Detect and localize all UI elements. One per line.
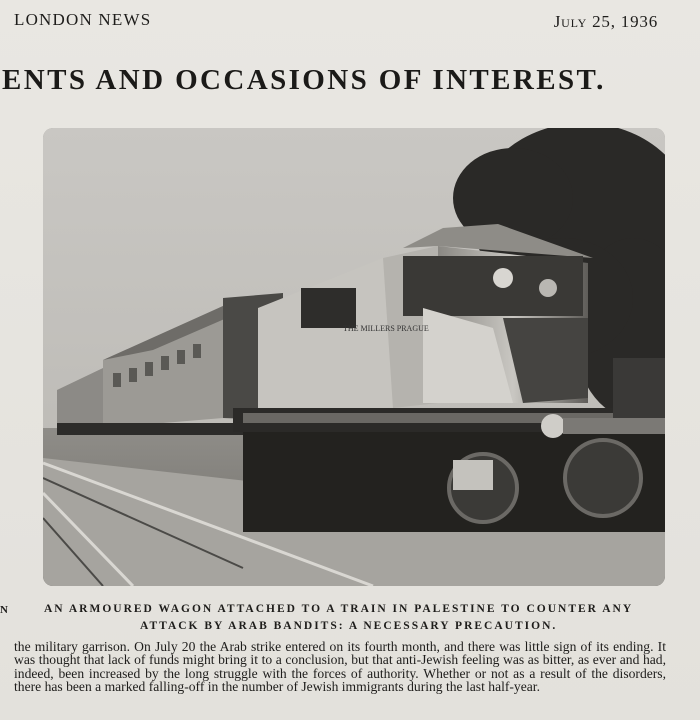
issue-date: July 25, 1936 xyxy=(553,12,658,31)
article-body xyxy=(14,640,666,694)
wagon-underframe xyxy=(233,408,665,532)
armoured-wagon-photo xyxy=(43,128,665,586)
publication-name: LONDON NEWS xyxy=(14,10,152,29)
photo-caption-line-2: ATTACK BY ARAB BANDITS: A NECESSARY PRECAUTION. xyxy=(140,620,558,632)
article-paragraph: the military garrison. On July 20 the Arab strike entered on its fourth month, and there was little sign of its ending. It was thought that lack of funds might bring it to a conclusion, but that anti-Jewish feeling was as bitter, as ever and had, indeed, been increased by the long struggle with the forces of authority. Whether or not as a result of the disorders, there has been a marked falling-off in the number of Jewish immigrants during the last half-year. xyxy=(14,639,666,695)
wagon-lettering: THE MILLERS PRAGUE xyxy=(343,324,429,333)
section-headline: ENTS AND OCCASIONS OF INTEREST. xyxy=(2,64,606,96)
caption-cut-letter: N xyxy=(0,604,10,616)
photo-caption-line-1: AN ARMOURED WAGON ATTACHED TO A TRAIN IN PALESTINE TO COUNTER ANY xyxy=(44,603,634,615)
